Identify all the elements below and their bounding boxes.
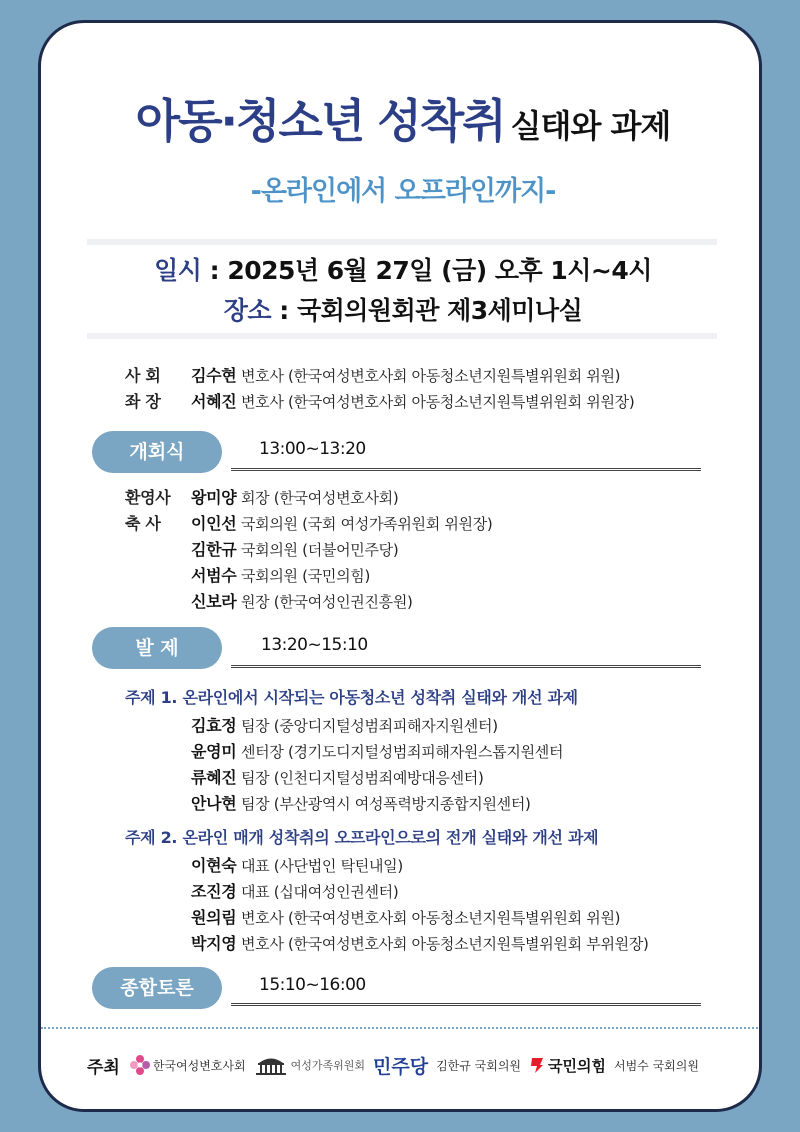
place-value: : 국회의원회관 제3세미나실 bbox=[279, 296, 583, 325]
speaker-row bbox=[191, 739, 563, 762]
speaker-desc: 팀장 (부산광역시 여성폭력방지종합지원센터) bbox=[240, 795, 531, 813]
assembly-building-icon bbox=[254, 1054, 288, 1076]
org-name-kwla: 한국여성변호사회 bbox=[152, 1058, 246, 1073]
opening-name: 이인선 bbox=[191, 514, 237, 533]
speaker-desc: 변호사 (한국여성변호사회 아동청소년지원특별위원회 부위원장) bbox=[240, 935, 649, 953]
opening-desc: 회장 (한국여성변호사회) bbox=[240, 489, 399, 507]
opening-desc: 국회의원 (국민의힘) bbox=[240, 567, 371, 585]
speaker-name: 류혜진 bbox=[191, 768, 237, 787]
chair-name: 서혜진 bbox=[191, 392, 237, 411]
discussion-time: 15:10~16:00 bbox=[259, 975, 366, 995]
speaker-row bbox=[191, 905, 620, 928]
speaker-row bbox=[191, 765, 484, 788]
chair-role: 좌 장 bbox=[125, 392, 161, 411]
opening-desc: 원장 (한국여성인권진흥원) bbox=[240, 593, 413, 611]
discussion-rule bbox=[231, 1003, 701, 1006]
opening-row bbox=[191, 589, 413, 612]
opening-row bbox=[191, 563, 370, 586]
footer-hosts bbox=[87, 1045, 727, 1085]
speaker-desc: 팀장 (인천디지털성범죄예방대응센터) bbox=[240, 769, 484, 787]
divider-band-top bbox=[87, 239, 717, 245]
schedule-box bbox=[41, 251, 762, 331]
host-role: 사 회 bbox=[125, 366, 161, 385]
speaker-row bbox=[191, 931, 649, 954]
topic-2: 주제 2. 온라인 매개 성착취의 오프라인으로의 전개 실태와 개선 과제 bbox=[125, 828, 599, 847]
poster-card bbox=[38, 20, 762, 1112]
org-name-committee: 여성가족위원회 bbox=[290, 1059, 365, 1072]
speaker-desc: 팀장 (중앙디지털성범죄피해자지원센터) bbox=[240, 717, 498, 735]
org-person-2: 서범수 국회의원 bbox=[614, 1058, 699, 1073]
dotted-divider bbox=[41, 1027, 762, 1029]
ppp-mark-icon bbox=[529, 1056, 545, 1074]
date-label: 일시 bbox=[154, 256, 202, 285]
discussion-pill: 종합토론 bbox=[92, 967, 222, 1009]
speaker-desc: 변호사 (한국여성변호사회 아동청소년지원특별위원회 위원) bbox=[240, 909, 621, 927]
org-person-1: 김한규 국회의원 bbox=[436, 1058, 522, 1073]
org-logo-minju: 민주당 bbox=[373, 1055, 429, 1078]
opening-name: 서범수 bbox=[191, 566, 237, 585]
opening-rule bbox=[231, 468, 701, 471]
org-name-ppp: 국민의힘 bbox=[548, 1056, 606, 1075]
host-label: 주최 bbox=[87, 1057, 120, 1078]
org-logo-committee bbox=[254, 1054, 365, 1076]
date-line bbox=[41, 251, 762, 291]
speaker-name: 조진경 bbox=[191, 882, 237, 901]
opening-desc: 국회의원 (국회 여성가족위원회 위원장) bbox=[240, 515, 493, 533]
divider-band-bottom bbox=[87, 333, 717, 339]
speaker-name: 박지영 bbox=[191, 934, 237, 953]
speaker-name: 안나현 bbox=[191, 794, 237, 813]
opening-role: 축 사 bbox=[125, 514, 161, 533]
org-logo-ppp bbox=[529, 1055, 606, 1076]
opening-row bbox=[125, 485, 398, 508]
poster-subtitle: -온라인에서 오프라인까지- bbox=[250, 176, 556, 207]
opening-pill: 개회식 bbox=[92, 431, 222, 473]
speaker-row bbox=[191, 791, 531, 814]
opening-time: 13:00~13:20 bbox=[259, 439, 366, 459]
opening-row bbox=[191, 537, 398, 560]
place-label: 장소 bbox=[223, 296, 272, 325]
speaker-name: 원의림 bbox=[191, 908, 237, 927]
opening-role: 환영사 bbox=[125, 488, 171, 507]
title-main: 아동·청소년 성착취 bbox=[135, 94, 505, 148]
presentation-rule bbox=[231, 665, 701, 668]
title-sub: 실태와 과제 bbox=[510, 107, 671, 145]
place-line bbox=[41, 291, 762, 331]
opening-row bbox=[125, 511, 493, 534]
host-row bbox=[125, 363, 620, 386]
chair-desc: 변호사 (한국여성변호사회 아동청소년지원특별위원회 위원장) bbox=[240, 393, 635, 411]
speaker-desc: 대표 (사단법인 탁틴내일) bbox=[240, 857, 403, 875]
opening-name: 왕미양 bbox=[191, 488, 237, 507]
speaker-row bbox=[191, 879, 398, 902]
speaker-desc: 센터장 (경기도디지털성범죄피해자원스톱지원센터 bbox=[240, 743, 564, 761]
speaker-name: 윤영미 bbox=[191, 742, 237, 761]
host-name: 김수현 bbox=[191, 366, 237, 385]
speaker-name: 김효정 bbox=[191, 716, 237, 735]
speaker-name: 이현숙 bbox=[191, 856, 237, 875]
speaker-row bbox=[191, 713, 498, 736]
host-desc: 변호사 (한국여성변호사회 아동청소년지원특별위원회 위원) bbox=[240, 367, 621, 385]
opening-desc: 국회의원 (더불어민주당) bbox=[240, 541, 399, 559]
speaker-desc: 대표 (십대여성인권센터) bbox=[240, 883, 399, 901]
org-logo-kwla bbox=[130, 1054, 246, 1076]
chair-row bbox=[125, 389, 634, 412]
presentation-time: 13:20~15:10 bbox=[261, 635, 368, 655]
flower-icon bbox=[130, 1054, 150, 1076]
presentation-pill: 발 제 bbox=[92, 627, 222, 669]
topic-1: 주제 1. 온라인에서 시작되는 아동청소년 성착취 실태와 개선 과제 bbox=[125, 688, 578, 707]
opening-name: 김한규 bbox=[191, 540, 237, 559]
poster-title bbox=[41, 85, 762, 151]
speaker-row bbox=[191, 853, 403, 876]
opening-name: 신보라 bbox=[191, 592, 237, 611]
date-value: : 2025년 6월 27일 (금) 오후 1시~4시 bbox=[209, 256, 652, 285]
